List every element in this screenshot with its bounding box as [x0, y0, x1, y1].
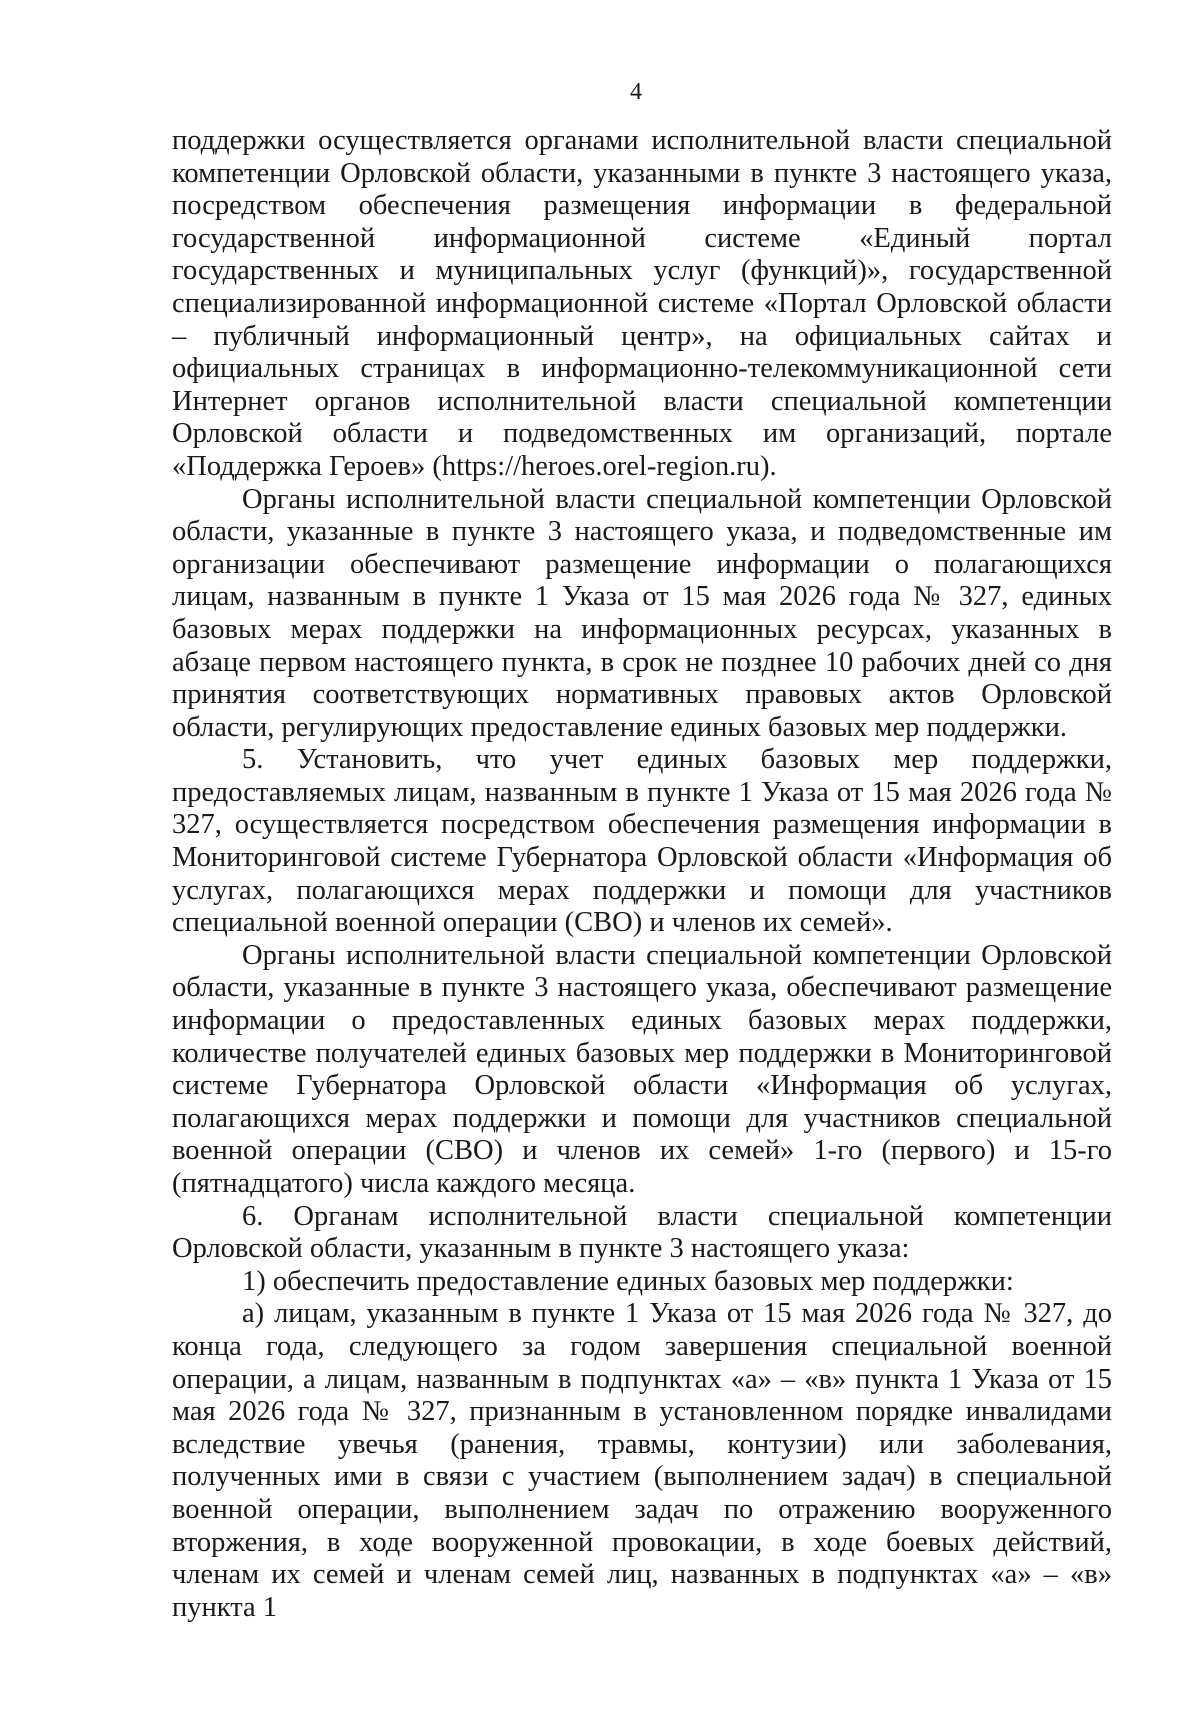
- paragraph-subitem-1: 1) обеспечить предоставление единых базовых мер поддержки:: [242, 1265, 1014, 1297]
- document-body: [172, 125, 1112, 1624]
- page-number: 4: [630, 79, 642, 105]
- paragraph-monitoring-info: Органы исполнительной власти специальной компетенции Орловской области, указанные в пункте 3 настоящего указа, обеспечивают размещение информации о предоставленных единых базовых мерах поддержки, количестве получателей единых базовых мер поддержки в Мониторинговой системе Губернатора Орловской области «Информация об услугах, полагающихся мерах поддержки и помощи для участников специальной военной операции (СВО) и членов их семей» 1-го (первого) и 15-го (пятнадцатого) числа каждого месяца.: [172, 939, 1112, 1199]
- paragraph-continuation: поддержки осуществляется органами исполнительной власти специальной компетенции Орловской области, указанными в пункте 3 настоящего указа, посредством обеспечения размещения информации в федеральной государственной информационной системе «Единый портал государственных и муниципальных услуг (функций)», государственной специализированной информационной системе «Портал Орловской области – публичный информационный центр», на официальных сайтах и официальных страницах в информационно-телекоммуникационной сети Интернет органов исполнительной власти специальной компетенции Орловской области и подведомственных им организаций, портале «Поддержка Героев» (https://heroes.orel-region.ru).: [172, 125, 1112, 482]
- paragraph-subitem-a: а) лицам, указанным в пункте 1 Указа от 15 мая 2026 года № 327, до конца года, следующего за годом завершения специальной военной операции, а лицам, названным в подпунктах «а» – «в» пункта 1 Указа от 15 мая 2026 года № 327, признанным в установленном порядке инвалидами вследствие увечья (ранения, травмы, контузии) или заболевания, полученных ими в связи с участием (выполнением задач) в специальной военной операции, выполнением задач по отражению вооруженного вторжения, в ходе вооруженной провокации, в ходе боевых действий, членам их семей и членам семей лиц, названных в подпунктах «а» – «в» пункта 1: [172, 1298, 1112, 1623]
- paragraph-item-5: 5. Установить, что учет единых базовых мер поддержки, предоставляемых лицам, названным в пункте 1 Указа от 15 мая 2026 года № 327, осуществляется посредством обеспечения размещения информации в Мониторинговой системе Губернатора Орловской области «Информация об услугах, полагающихся мерах поддержки и помощи для участников специальной военной операции (СВО) и членов их семей».: [172, 744, 1112, 939]
- paragraph-item-6: 6. Органам исполнительной власти специальной компетенции Орловской области, указанным в пункте 3 настоящего указа:: [172, 1200, 1112, 1265]
- paragraph-info-placement: Органы исполнительной власти специальной компетенции Орловской области, указанные в пункте 3 настоящего указа, и подведомственные им организации обеспечивают размещение информации о полагающихся лицам, названным в пункте 1 Указа от 15 мая 2026 года № 327, единых базовых мерах поддержки на информационных ресурсах, указанных в абзаце первом настоящего пункта, в срок не позднее 10 рабочих дней со дня принятия соответствующих нормативных правовых актов Орловской области, регулирующих предоставление единых базовых мер поддержки.: [172, 483, 1112, 743]
